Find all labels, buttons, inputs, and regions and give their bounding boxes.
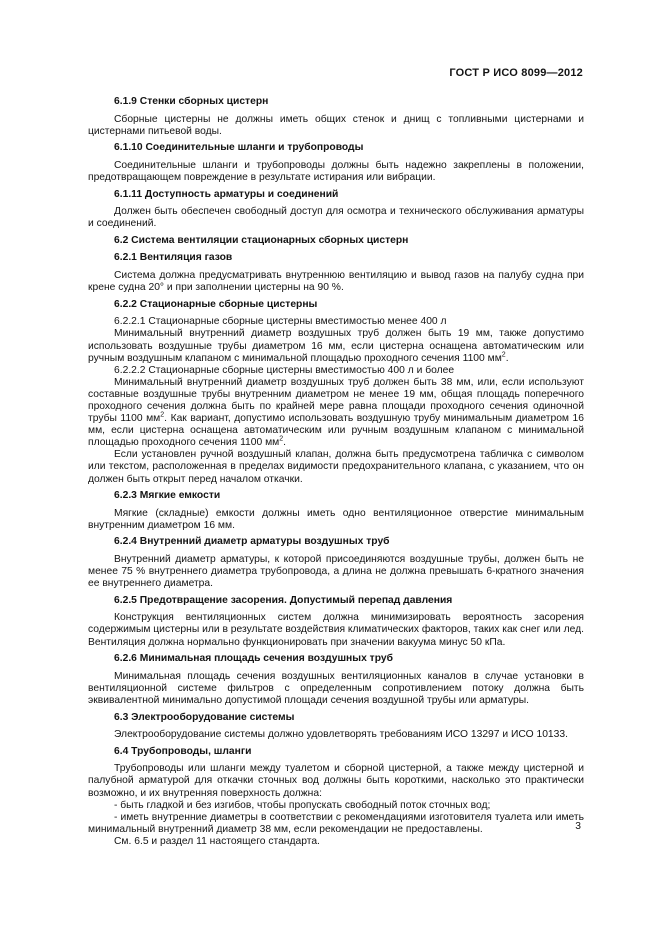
paragraph-manual-valve: Если установлен ручной воздушный клапан, должна быть предусмотрена табличка с символом или текстом, расположенная в пределах видимости предохранительного клапана, с указанием, что он должен быть открыт перед началом откачки. bbox=[88, 449, 584, 485]
heading-6-1-9: 6.1.9 Стенки сборных цистерн bbox=[114, 96, 269, 107]
superscript: 2 bbox=[160, 411, 165, 419]
heading-6-2-5: 6.2.5 Предотвращение засорения. Допустимый перепад давления bbox=[114, 594, 453, 606]
paragraph-6-1-11: Должен быть обеспечен свободный доступ для осмотра и технического обслуживания арматуры и соединений. bbox=[88, 206, 584, 230]
paragraph-6-4-reference: См. 6.5 и раздел 11 настоящего стандарта. bbox=[114, 835, 320, 847]
subheading-6-2-2-2: 6.2.2.2 Стационарные сборные цистерны вместимостью 400 л и более bbox=[114, 364, 455, 376]
heading-6-4: 6.4 Трубопроводы, шланги bbox=[114, 745, 252, 757]
heading-6-2-4: 6.2.4 Внутренний диаметр арматуры воздушных труб bbox=[114, 536, 390, 548]
heading-6-2: 6.2 Система вентиляции стационарных сборных цистерн bbox=[114, 234, 409, 246]
text-run: . Как вариант, допустимо использовать воздушную трубу минимальным диаметром 16 мм, если цистерна оснащена автоматическим или ручным воздушным клапаном с минимальной площадью проходного сечения 1100 мм bbox=[88, 413, 584, 449]
paragraph-6-2-5: Конструкция вентиляционных систем должна минимизировать вероятность засорения содержимым цистерны или в результате воздействия климатических факторов, таких как снег или лед. Вентиляция должна нормально функционировать при значении вакуума минус 50 кПа. bbox=[88, 612, 584, 648]
heading-6-2-3: 6.2.3 Мягкие емкости bbox=[114, 490, 221, 502]
text-run: . bbox=[505, 352, 509, 364]
text-run: Минимальный внутренний диаметр воздушных труб должен быть 38 мм, или, если используют составные воздушные трубы внутренним диаметром не менее 19 мм, общая площадь поперечного проходного сечения должна быть по крайней мере равна площади проходного сечения одиночной трубы 1100 мм bbox=[88, 376, 584, 425]
heading-6-2-1: 6.2.1 Вентиляция газов bbox=[114, 252, 233, 264]
paragraph-6-2-4: Внутренний диаметр арматуры, к которой присоединяются воздушные трубы, должен быть не менее 75 % внутреннего диаметра трубопровода, а длина не должна превышать 6-кратного значения ее внутреннего диаметра. bbox=[88, 554, 584, 590]
list-item: - иметь внутренние диаметры в соответствии с рекомендациями изготовителя туалета или иметь минимальный внутренний диаметр 38 мм, если рекомендации не предоставлены. bbox=[88, 811, 584, 835]
text-run: . bbox=[283, 437, 287, 449]
heading-6-3: 6.3 Электрооборудование системы bbox=[114, 711, 295, 723]
paragraph-6-4: Трубопроводы или шланги между туалетом и сборной цистерной, а также между цистерной и палубной арматурой для откачки сточных вод должны быть короткими, насколько это практически возможно, и их внутренняя поверхность должна: bbox=[88, 763, 584, 799]
paragraph-6-2-3: Мягкие (складные) емкости должны иметь одно вентиляционное отверстие минимальным внутренним диаметром 16 мм. bbox=[88, 507, 584, 531]
heading-6-2-6: 6.2.6 Минимальная площадь сечения воздушных труб bbox=[114, 653, 393, 665]
heading-6-1-10: 6.1.10 Соединительные шланги и трубопроводы bbox=[114, 142, 364, 154]
paragraph-6-2-1: Система должна предусматривать внутреннюю вентиляцию и вывод газов на палубу судна при крене судна 20° и при заполнении цистерны на 90 %. bbox=[88, 270, 584, 294]
paragraph-6-2-2-2 bbox=[88, 377, 584, 450]
superscript: 2 bbox=[501, 351, 506, 359]
paragraph-6-2-2-1 bbox=[88, 328, 584, 364]
page-number: 3 bbox=[575, 821, 581, 832]
paragraph-6-1-10: Соединительные шланги и трубопроводы должны быть надежно закреплены в положении, предотвращающем повреждение в результате истирания или вибрации. bbox=[88, 159, 584, 183]
list-item: - быть гладкой и без изгибов, чтобы пропускать свободный поток сточных вод; bbox=[114, 799, 491, 811]
paragraph-6-1-9: Сборные цистерны не должны иметь общих стенок и днищ с топливными цистернами и цистернами питьевой воды. bbox=[88, 113, 584, 137]
paragraph-6-3: Электрооборудование системы должно удовлетворять требованиям ИСО 13297 и ИСО 10133. bbox=[114, 729, 568, 741]
subheading-6-2-2-1: 6.2.2.1 Стационарные сборные цистерны вместимостью менее 400 л bbox=[114, 316, 447, 328]
paragraph-6-2-6: Минимальная площадь сечения воздушных вентиляционных каналов в случае установки в вентиляционной системе фильтров с определенным сопротивлением потоку должна быть эквивалентной минимально допустимой площади сечения воздушной трубы или арматуры. bbox=[88, 670, 584, 706]
heading-6-1-11: 6.1.11 Доступность арматуры и соединений bbox=[114, 188, 339, 200]
text-run: Минимальный внутренний диаметр воздушных труб должен быть 19 мм, также допустимо использовать воздушные трубы диаметром 16 мм, если цистерна оснащена автоматическим или ручным воздушным клапаном с минимальной площадью проходного сечения 1100 мм bbox=[88, 328, 584, 364]
superscript: 2 bbox=[279, 435, 284, 443]
document-code-header: ГОСТ Р ИСО 8099—2012 bbox=[449, 67, 583, 79]
heading-6-2-2: 6.2.2 Стационарные сборные цистерны bbox=[114, 298, 318, 310]
document-body bbox=[88, 94, 584, 852]
